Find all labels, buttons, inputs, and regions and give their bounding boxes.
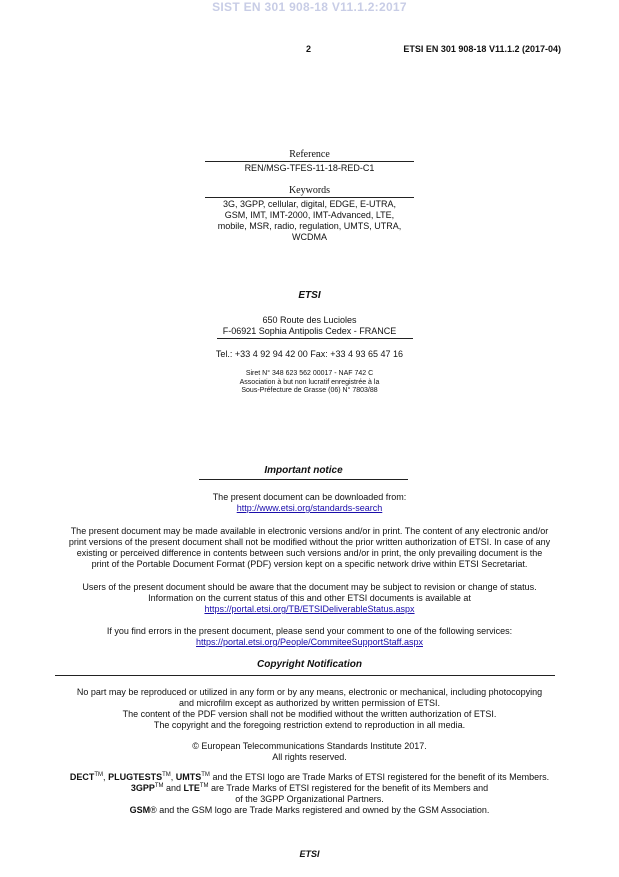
keyword-line: GSM, IMT, IMT-2000, IMT-Advanced, LTE, [224, 210, 395, 220]
copyright-text [40, 687, 579, 731]
copyright-line: The content of the PDF version shall not be modified without the written authorization of ETSI. [122, 709, 497, 719]
notice-paragraph-3 [40, 626, 579, 648]
keyword-line: mobile, MSR, radio, regulation, UMTS, UTRA, [217, 221, 402, 231]
etsi-address [150, 315, 469, 337]
download-text: The present document can be downloaded from: [212, 492, 407, 502]
address-line: F-06921 Sophia Antipolis Cedex - FRANCE [222, 326, 397, 336]
status-link[interactable]: https://portal.etsi.org/TB/ETSIDeliverableStatus.aspx [204, 604, 415, 614]
watermark: SIST EN 301 908-18 V11.1.2:2017 [212, 0, 407, 14]
support-link[interactable]: https://portal.etsi.org/People/CommiteeSupportStaff.aspx [196, 637, 423, 647]
copyright-holder [40, 741, 579, 763]
copyright-line: No part may be reproduced or utilized in any form or by any means, electronic or mechanical, including photocopying [76, 687, 543, 697]
notice-divider [199, 479, 408, 480]
siret-line: Siret N° 348 623 562 00017 - NAF 742 C [245, 370, 374, 377]
notice-line: Information on the current status of this and other ETSI documents is available at [148, 593, 471, 603]
trademark-line-4: GSM® and the GSM logo are Trade Marks registered and owned by the GSM Association. [129, 805, 490, 815]
reference-divider [205, 161, 414, 162]
siret-block [180, 370, 439, 396]
notice-line: print versions of the present document shall not be modified without the prior written authorization of ETSI. In case of any [68, 537, 551, 547]
reference-value: REN/MSG-TFES-11-18-RED-C1 [244, 163, 375, 173]
keywords-label: Keywords [288, 185, 331, 196]
tel-fax: Tel.: +33 4 92 94 42 00 Fax: +33 4 93 65 47 16 [215, 349, 404, 359]
reference-label: Reference [289, 149, 330, 160]
address-line: 650 Route des Lucioles [262, 315, 357, 325]
notice-line: existing or perceived difference in contents between such versions and/or in print, the only prevailing document is the [76, 548, 543, 558]
trademark-line-1: DECT™, PLUGTESTS™, UMTS™ and the ETSI logo are Trade Marks of ETSI registered for the benefit of its Members. [69, 772, 550, 782]
trademark-line-3: of the 3GPP Organizational Partners. [235, 794, 384, 804]
important-notice-title: Important notice [264, 465, 343, 476]
download-link[interactable]: http://www.etsi.org/standards-search [236, 503, 383, 513]
notice-line: Users of the present document should be aware that the document may be subject to revision or change of status. [82, 582, 537, 592]
copyright-divider [55, 675, 555, 676]
trademark-line-2: 3GPP™ and LTE™ are Trade Marks of ETSI registered for the benefit of its Members and [130, 783, 489, 793]
copyright-line: All rights reserved. [272, 752, 347, 762]
etsi-title: ETSI [298, 290, 321, 301]
copyright-line: © European Telecommunications Standards Institute 2017. [192, 741, 427, 751]
notice-paragraph-2 [40, 582, 579, 615]
copyright-title: Copyright Notification [257, 659, 362, 670]
notice-paragraph-1 [40, 526, 579, 570]
trademarks [30, 772, 589, 816]
copyright-line: and microfilm except as authorized by written permission of ETSI. [178, 698, 441, 708]
document-id: ETSI EN 301 908-18 V11.1.2 (2017-04) [403, 44, 561, 54]
siret-line: Association à but non lucratif enregistrée à la [239, 378, 380, 386]
page-number: 2 [306, 44, 312, 54]
copyright-line: The copyright and the foregoing restriction extend to reproduction in all media. [153, 720, 466, 730]
siret-line: Sous-Préfecture de Grasse (06) N° 7803/88 [241, 387, 378, 394]
keyword-line: WCDMA [292, 232, 327, 242]
download-link-wrap [100, 503, 519, 514]
footer-etsi: ETSI [299, 849, 320, 859]
notice-line: If you find errors in the present document, please send your comment to one of the following services: [106, 626, 513, 636]
keyword-line: 3G, 3GPP, cellular, digital, EDGE, E-UTRA, [223, 199, 396, 209]
address-divider [217, 338, 413, 339]
keywords-list [195, 199, 424, 243]
notice-line: The present document may be made available in electronic versions and/or in print. The content of any electronic and/or [70, 526, 549, 536]
keywords-divider [205, 197, 414, 198]
notice-line: print of the Portable Document Format (PDF) version kept on a specific network drive within ETSI Secretariat. [91, 559, 528, 569]
